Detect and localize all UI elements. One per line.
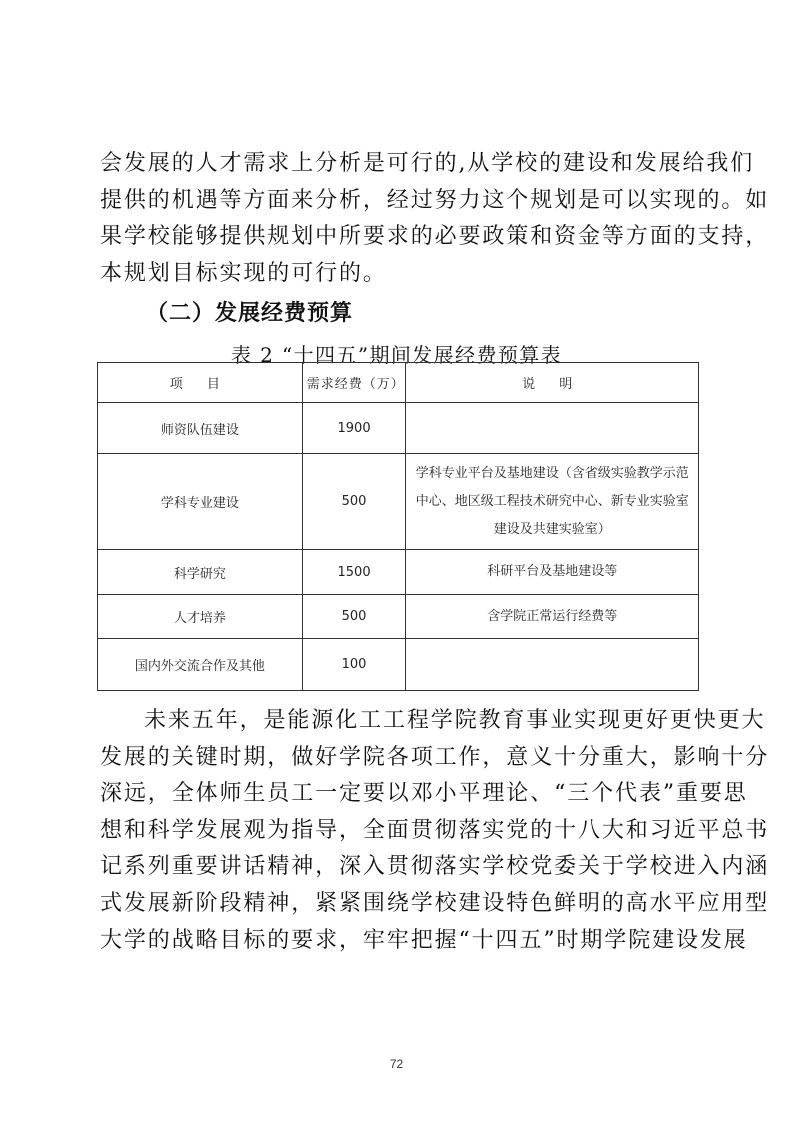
row-item: 学科专业建设 [98,454,303,550]
bottom-paragraph-line: 想和科学发展观为指导，全面贯彻落实党的十八大和习近平总书 [100,817,770,843]
table-row [98,550,699,595]
table-row [98,639,699,691]
budget-table [97,362,699,691]
page-number: 72 [389,1057,404,1071]
bottom-paragraph-line: 式发展新阶段精神，紧紧围绕学校建设特色鲜明的高水平应用型 [100,890,770,916]
row-amount: 500 [302,454,406,550]
row-item: 人才培养 [98,595,303,639]
top-paragraph-line: 提供的机遇等方面来分析，经过努力这个规划是可以实现的。如 [100,187,770,213]
row-note: 含学院正常运行经费等 [406,595,699,639]
header-amount: 需求经费（万） [302,363,406,403]
bottom-paragraph-line: 大学的战略目标的要求，牢牢把握“十四五”时期学院建设发展 [100,927,748,953]
top-paragraph-line: 果学校能够提供规划中所要求的必要政策和资金等方面的支持， [100,224,770,250]
row-item: 师资队伍建设 [98,403,303,454]
bottom-paragraph-line: 深远，全体师生员工一定要以邓小平理论、“三个代表”重要思 [100,781,748,807]
table-row [98,595,699,639]
bottom-paragraph-line: 发展的关键时期，做好学院各项工作，意义十分重大，影响十分 [100,744,770,770]
row-note [406,639,699,691]
top-paragraph-line: 本规划目标实现的可行的。 [100,260,387,286]
row-amount: 500 [302,595,406,639]
table-caption: 表 2 “十四五”期间发展经费预算表 [230,343,563,367]
top-paragraph-line: 会发展的人才需求上分析是可行的,从学校的建设和发展给我们 [100,151,755,176]
top-paragraph [100,146,770,292]
bottom-paragraph-line: 未来五年，是能源化工工程学院教育事业实现更好更快更大 [144,708,766,733]
header-item: 项 目 [98,363,303,403]
row-note: 学科专业平台及基地建设（含省级实验教学示范中心、地区级工程技术研究中心、新专业实验室建设及共建实验室） [406,454,699,550]
header-note: 说 明 [406,363,699,403]
row-item: 国内外交流合作及其他 [98,639,303,691]
row-note [406,403,699,454]
bottom-paragraph-line: 记系列重要讲话精神，深入贯彻落实学校党委关于学校进入内涵 [100,854,770,880]
row-item: 科学研究 [98,550,303,595]
row-amount: 100 [302,639,406,691]
bottom-paragraph [100,703,770,959]
table-row [98,454,699,550]
row-amount: 1500 [302,550,406,595]
row-amount: 1900 [302,403,406,454]
table-row [98,403,699,454]
table-header-row [98,363,699,403]
row-note: 科研平台及基地建设等 [406,550,699,595]
section-heading: （二）发展经费预算 [146,301,354,326]
